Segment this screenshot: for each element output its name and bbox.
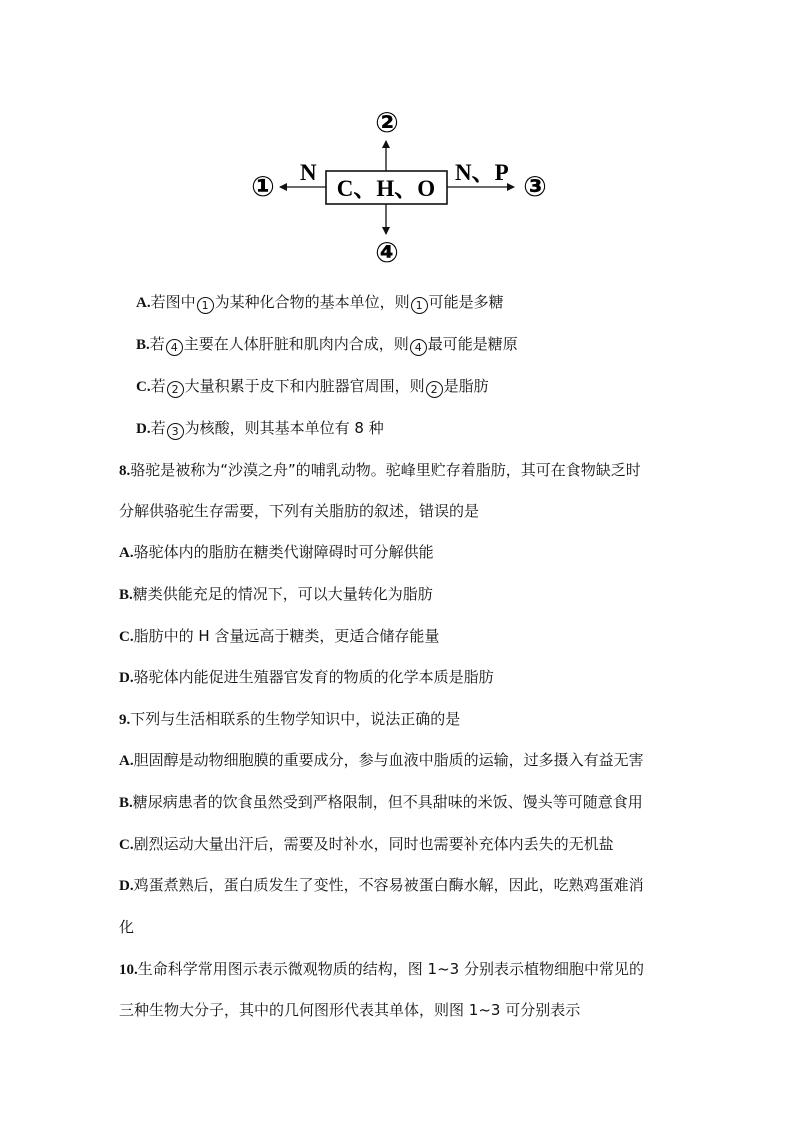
q8-option-d: D.骆驼体内能促进生殖器官发育的物质的化学本质是脂肪 (119, 668, 494, 686)
q9-option-a: A.胆固醇是动物细胞膜的重要成分，参与血液中脂质的运输，过多摄入有益无害 (119, 751, 644, 769)
center-label: C、H、O (336, 176, 436, 201)
node-1-label: ① (251, 170, 275, 203)
node-3-label: ③ (523, 170, 547, 203)
q7-option-b: B.若 4 主要在人体肝脏和肌肉内合成，则 4 最可能是糖原 (136, 335, 518, 354)
node-4-label: ④ (375, 236, 399, 269)
q8-option-b: B.糖类供能充足的情况下，可以大量转化为脂肪 (119, 585, 433, 603)
node-2-label: ② (375, 106, 399, 139)
q10-stem-line1: 10.生命科学常用图示表示微观物质的结构，图 1~3 分别表示植物细胞中常见的 (119, 960, 644, 978)
left-edge-label: N (300, 160, 317, 185)
q9-option-d-continuation: 化 (119, 918, 135, 936)
circled-number: 3 (167, 423, 184, 440)
q7-option-c: C.若 2 大量积累于皮下和内脏器官周围，则 2 是脂肪 (136, 377, 489, 396)
q9-option-b: B.糖尿病患者的饮食虽然受到严格限制，但不具甜味的米饭、馒头等可随意食用 (119, 793, 643, 811)
q7-option-d: D.若 3 为核酸，则其基本单位有 8 种 (136, 419, 384, 438)
circled-number: 1 (197, 297, 214, 314)
q7-option-a: A.若图中 1 为某种化合物的基本单位，则 1 可能是多糖 (136, 293, 504, 312)
q8-option-a: A.骆驼体内的脂肪在糖类代谢障碍时可分解供能 (119, 543, 434, 561)
q9-option-d: D.鸡蛋煮熟后，蛋白质发生了变性，不容易被蛋白酶水解，因此，吃熟鸡蛋难消 (119, 876, 644, 894)
q8-stem-line1: 8.骆驼是被称为“沙漠之舟”的哺乳动物。驼峰里贮存着脂肪，其可在食物缺乏时 (119, 461, 641, 479)
q9-option-c: C.剧烈运动大量出汗后，需要及时补水，同时也需要补充体内丢失的无机盐 (119, 835, 614, 853)
q10-stem-line2: 三种生物大分子，其中的几何图形代表其单体，则图 1~3 可分别表示 (119, 1001, 581, 1019)
q8-option-c: C.脂肪中的 H 含量远高于糖类，更适合储存能量 (119, 627, 440, 645)
circled-number: 4 (410, 339, 427, 356)
circled-number: 2 (426, 381, 443, 398)
element-diagram (0, 0, 794, 280)
q8-stem-line2: 分解供骆驼生存需要，下列有关脂肪的叙述，错误的是 (119, 502, 480, 520)
right-edge-label: N、P (455, 160, 509, 185)
q9-stem: 9.下列与生活相联系的生物学知识中，说法正确的是 (119, 710, 461, 728)
circled-number: 1 (411, 297, 428, 314)
circled-number: 4 (166, 339, 183, 356)
circled-number: 2 (167, 381, 184, 398)
